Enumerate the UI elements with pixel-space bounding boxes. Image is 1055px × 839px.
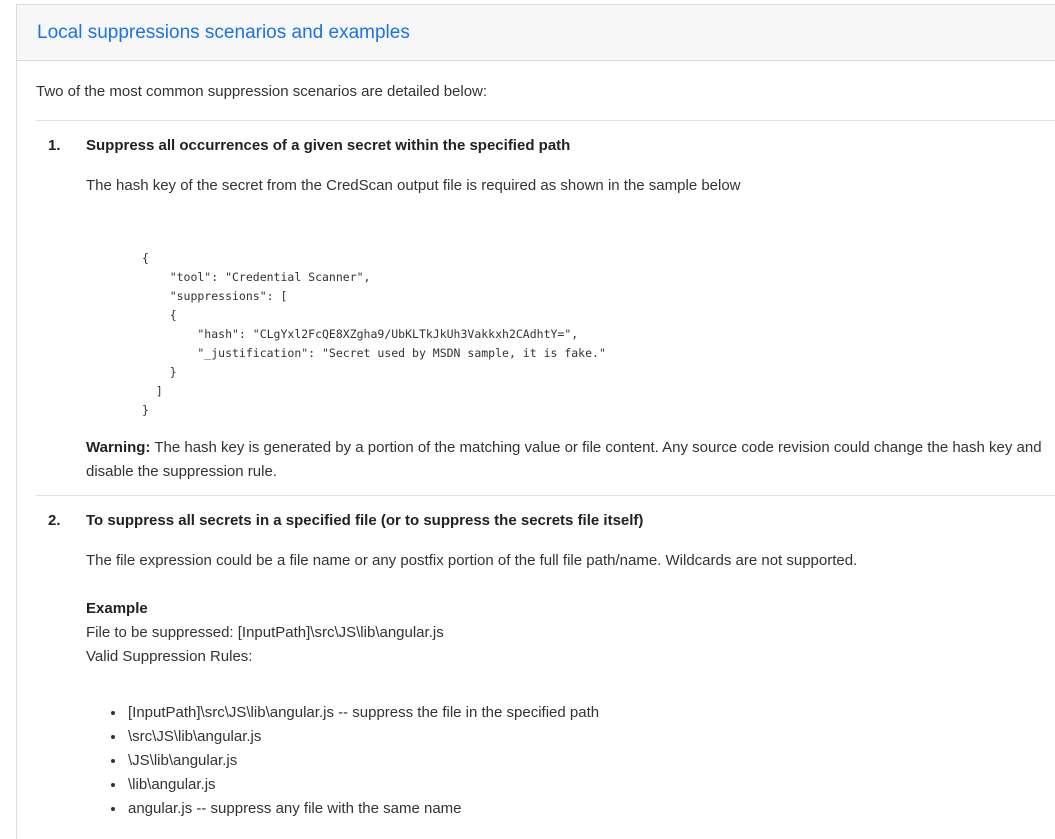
step-1-description: The hash key of the secret from the CredScan output file is required as shown in the sample below (86, 177, 741, 194)
example-heading: Example (86, 600, 148, 617)
list-item: • [InputPath]\src\JS\lib\angular.js -- suppress the file in the specified path (126, 701, 599, 725)
step-2-number: 2. (48, 512, 61, 529)
divider (36, 495, 1055, 496)
step-2-description: The file expression could be a file name or any postfix portion of the full file path/name. Wildcards are not supported. (86, 552, 858, 569)
rules-label: Valid Suppression Rules: (86, 648, 253, 665)
divider (36, 120, 1055, 121)
panel-header[interactable] (17, 5, 1055, 61)
list-item: • \lib\angular.js (126, 773, 599, 797)
suppression-rules-list (106, 701, 599, 821)
step-2-title: To suppress all secrets in a specified file (or to suppress the secrets file itself) (86, 512, 644, 529)
list-item: • \JS\lib\angular.js (126, 749, 599, 773)
list-item: • angular.js -- suppress any file with the same name (126, 797, 599, 821)
warning-text: The hash key is generated by a portion of the matching value or file content. Any source code revision could change the hash key and disable the suppression rule. (86, 439, 1042, 480)
suppression-json-sample: { "tool": "Credential Scanner", "suppressions": [ { "hash": "CLgYxl2FcQE8XZgha9/UbKLTkJkUh3Vakkxh2CAdhtY=", "_justification": "Secret used by MSDN sample, it is fake." } ] } (142, 251, 606, 417)
panel-title[interactable]: Local suppressions scenarios and examples (37, 21, 410, 43)
intro-text: Two of the most common suppression scenarios are detailed below: (36, 83, 488, 100)
step-1-number: 1. (48, 137, 61, 154)
example-file: File to be suppressed: [InputPath]\src\JS\lib\angular.js (86, 624, 444, 641)
step-1-title: Suppress all occurrences of a given secret within the specified path (86, 137, 571, 154)
warning-label: Warning: (86, 439, 151, 456)
list-item: • \src\JS\lib\angular.js (126, 725, 599, 749)
warning-note (86, 436, 1047, 484)
